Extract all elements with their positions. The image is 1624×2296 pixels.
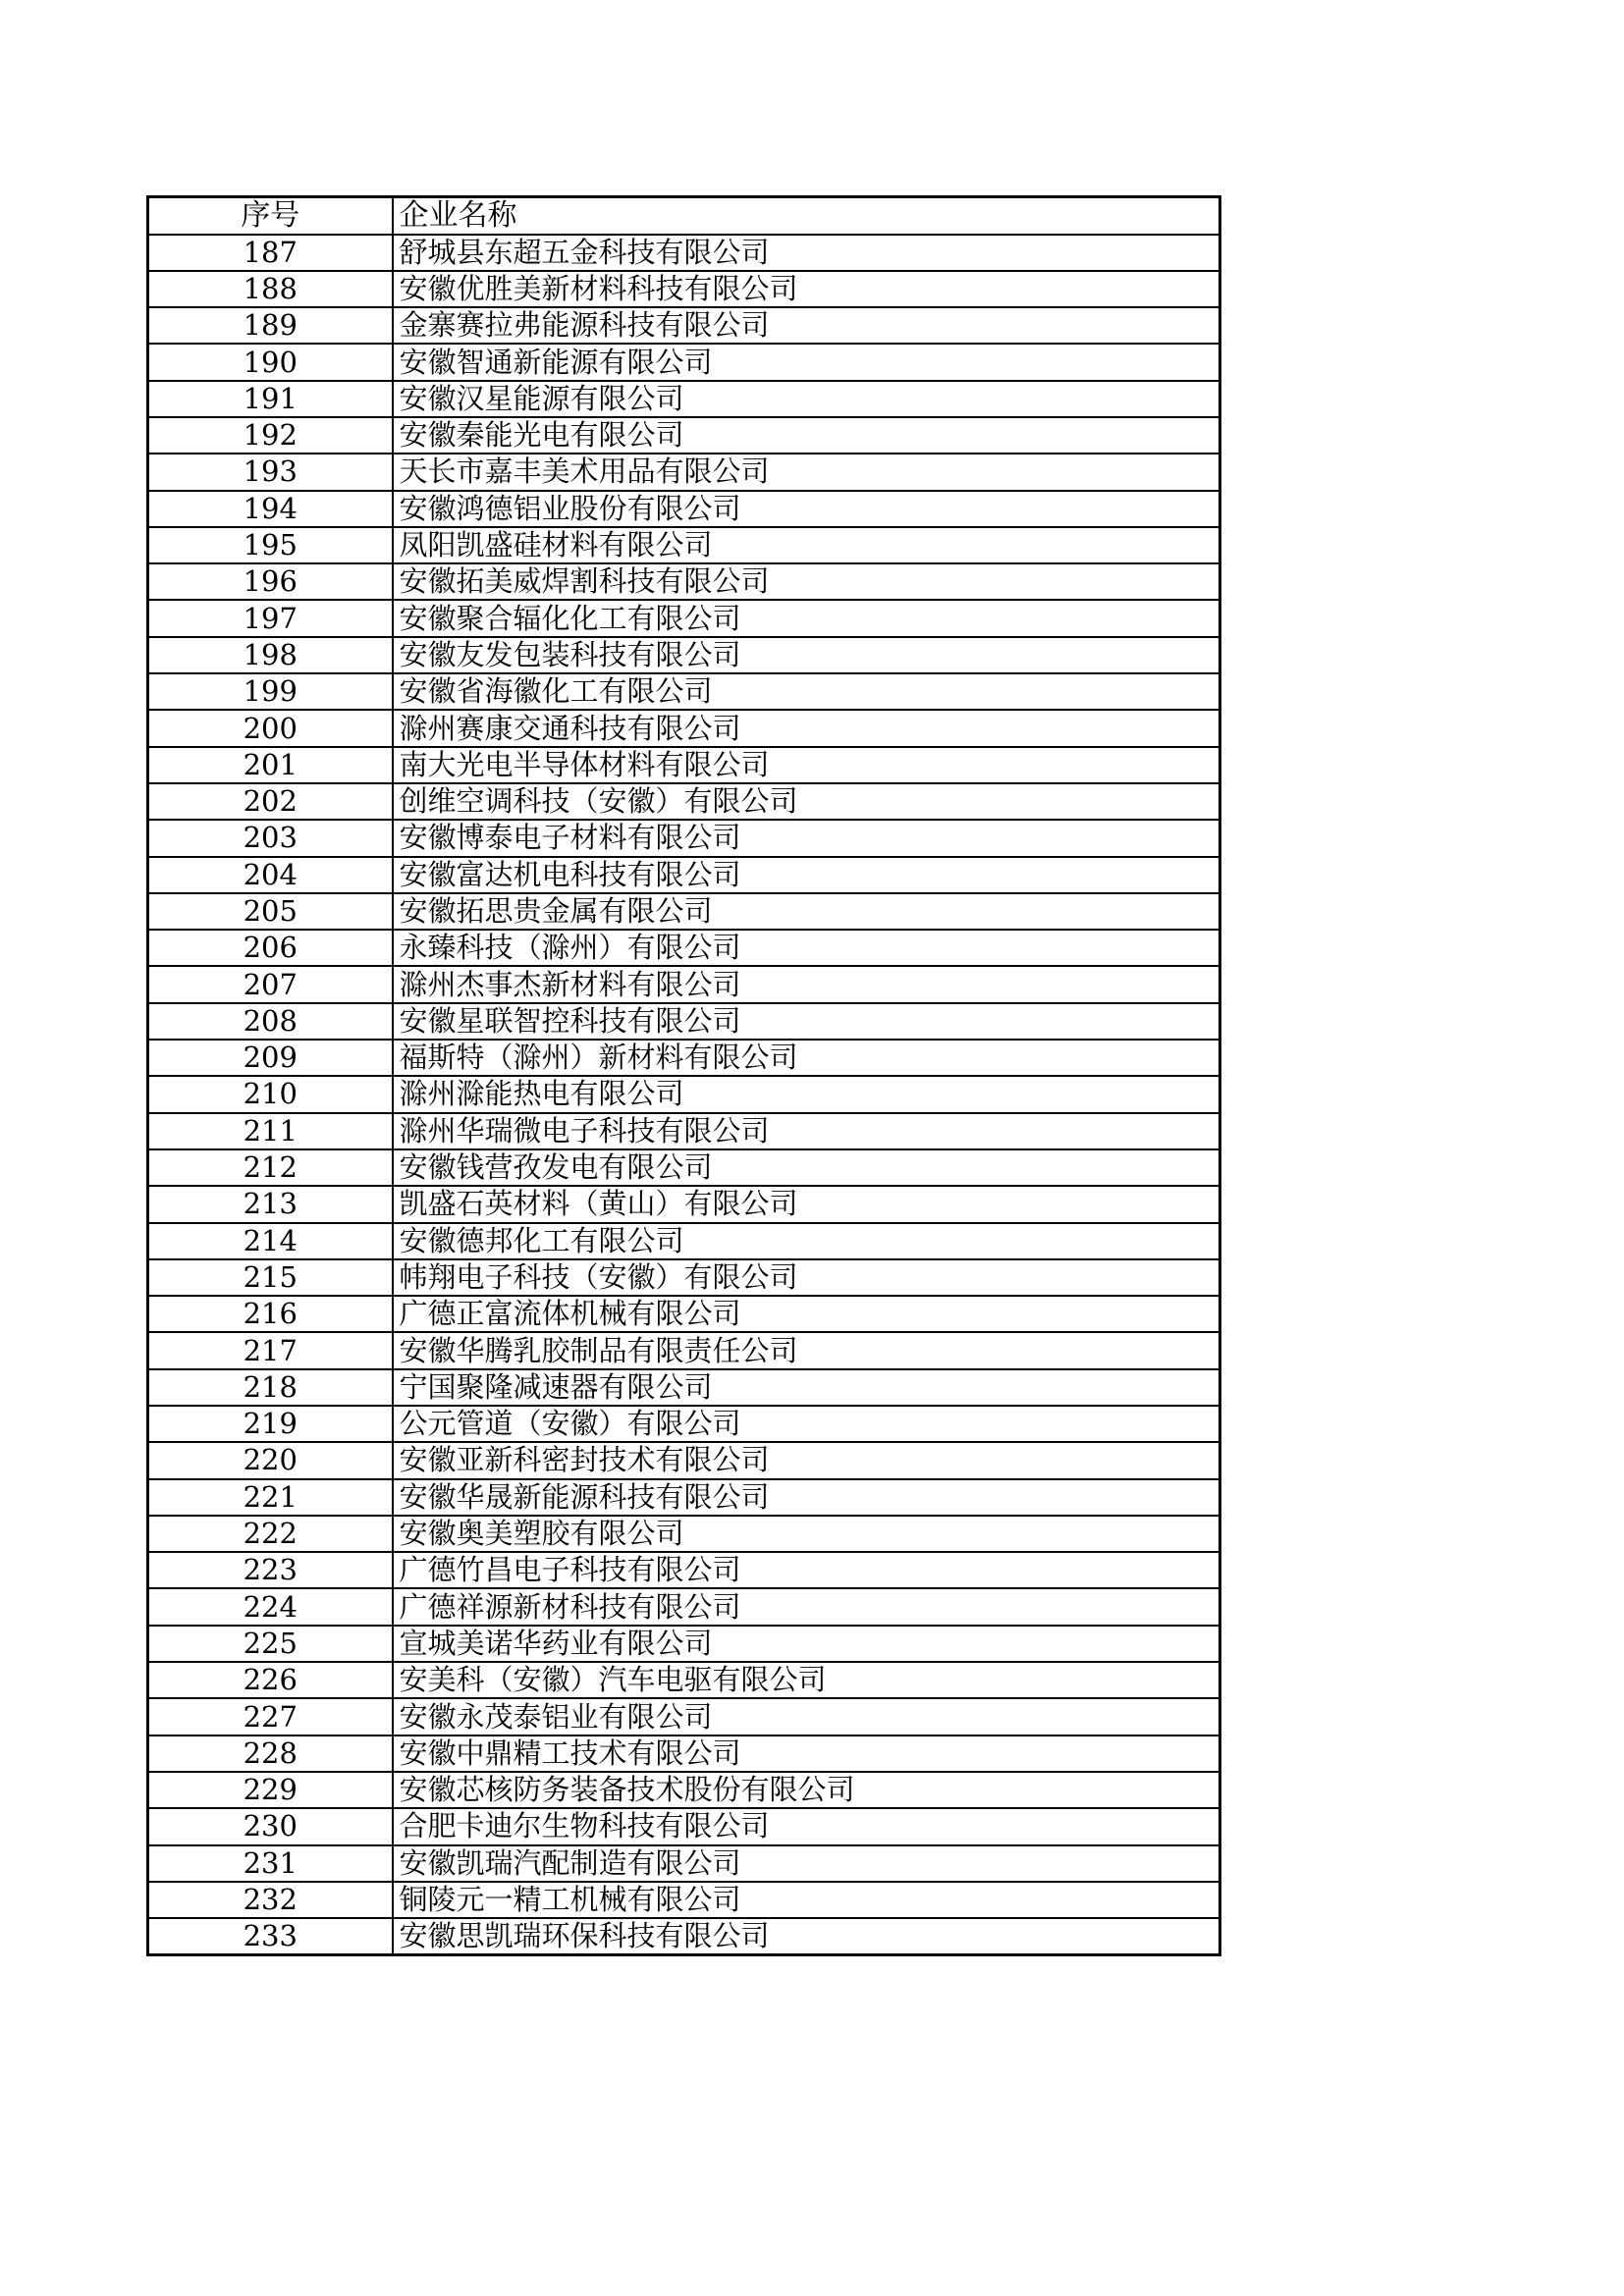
company-name-cell: 安徽汉星能源有限公司 (393, 381, 1220, 417)
serial-number-cell: 199 (148, 673, 393, 710)
serial-number-cell: 229 (148, 1772, 393, 1808)
company-name-cell: 安徽优胜美新材料科技有限公司 (393, 271, 1220, 307)
table-row (148, 527, 1220, 563)
table-row (148, 381, 1220, 417)
serial-number-cell: 206 (148, 930, 393, 966)
serial-number-cell: 193 (148, 454, 393, 490)
company-name-cell: 安徽奥美塑胶有限公司 (393, 1516, 1220, 1552)
table-row (148, 893, 1220, 930)
company-name-cell: 宁国聚隆减速器有限公司 (393, 1369, 1220, 1406)
serial-number-cell: 228 (148, 1735, 393, 1772)
company-name-cell: 安徽华腾乳胶制品有限责任公司 (393, 1332, 1220, 1368)
enterprise-table (146, 195, 1221, 1956)
company-name-cell: 宣城美诺华药业有限公司 (393, 1626, 1220, 1662)
table-row (148, 1223, 1220, 1259)
serial-number-cell: 194 (148, 491, 393, 527)
company-name-cell: 滁州杰事杰新材料有限公司 (393, 966, 1220, 1002)
serial-number-cell: 205 (148, 893, 393, 930)
company-name-cell: 安徽永茂泰铝业有限公司 (393, 1698, 1220, 1735)
serial-number-cell: 224 (148, 1588, 393, 1625)
table-row (148, 1772, 1220, 1808)
table-row (148, 235, 1220, 271)
serial-number-cell: 227 (148, 1698, 393, 1735)
serial-number-cell: 189 (148, 307, 393, 344)
serial-number-cell: 187 (148, 235, 393, 271)
serial-number-cell: 195 (148, 527, 393, 563)
table-row (148, 1332, 1220, 1368)
serial-number-cell: 232 (148, 1882, 393, 1918)
table-row (148, 1588, 1220, 1625)
serial-number-cell: 222 (148, 1516, 393, 1552)
serial-number-cell: 198 (148, 637, 393, 673)
serial-number-cell: 196 (148, 563, 393, 600)
company-name-cell: 安徽凯瑞汽配制造有限公司 (393, 1845, 1220, 1882)
serial-number-cell: 211 (148, 1113, 393, 1149)
company-name-cell: 安徽华晟新能源科技有限公司 (393, 1479, 1220, 1516)
company-name-cell: 永臻科技（滁州）有限公司 (393, 930, 1220, 966)
serial-number-cell: 191 (148, 381, 393, 417)
table-row (148, 966, 1220, 1002)
table-row (148, 1296, 1220, 1332)
table-row (148, 563, 1220, 600)
company-name-cell: 金寨赛拉弗能源科技有限公司 (393, 307, 1220, 344)
company-name-cell: 安徽思凯瑞环保科技有限公司 (393, 1918, 1220, 1955)
table-row (148, 637, 1220, 673)
table-row (148, 1698, 1220, 1735)
serial-number-cell: 203 (148, 820, 393, 856)
table-row (148, 1918, 1220, 1955)
serial-number-cell: 207 (148, 966, 393, 1002)
company-name-cell: 创维空调科技（安徽）有限公司 (393, 783, 1220, 820)
serial-number-cell: 188 (148, 271, 393, 307)
table-row (148, 1003, 1220, 1040)
serial-number-cell: 219 (148, 1406, 393, 1442)
serial-number-cell: 217 (148, 1332, 393, 1368)
serial-number-cell: 210 (148, 1076, 393, 1112)
serial-number-cell: 201 (148, 747, 393, 783)
company-name-cell: 公元管道（安徽）有限公司 (393, 1406, 1220, 1442)
company-name-cell: 帏翔电子科技（安徽）有限公司 (393, 1259, 1220, 1296)
company-name-cell: 广德正富流体机械有限公司 (393, 1296, 1220, 1332)
table-row (148, 271, 1220, 307)
company-name-cell: 安徽鸿德铝业股份有限公司 (393, 491, 1220, 527)
serial-number-cell: 213 (148, 1186, 393, 1222)
company-name-cell: 广德祥源新材科技有限公司 (393, 1588, 1220, 1625)
table-row (148, 1845, 1220, 1882)
serial-number-cell: 233 (148, 1918, 393, 1955)
company-name-cell: 安徽聚合辐化化工有限公司 (393, 600, 1220, 636)
serial-number-cell: 221 (148, 1479, 393, 1516)
table-row (148, 1662, 1220, 1698)
table-header (148, 197, 1220, 235)
company-name-cell: 安徽德邦化工有限公司 (393, 1223, 1220, 1259)
table-row (148, 747, 1220, 783)
company-name-cell: 安徽钱营孜发电有限公司 (393, 1149, 1220, 1186)
company-name-cell: 安徽秦能光电有限公司 (393, 417, 1220, 454)
company-name-cell: 安徽智通新能源有限公司 (393, 344, 1220, 380)
company-name-cell: 凤阳凯盛硅材料有限公司 (393, 527, 1220, 563)
serial-number-cell: 209 (148, 1040, 393, 1076)
company-name-cell: 滁州滁能热电有限公司 (393, 1076, 1220, 1112)
company-name-cell: 合肥卡迪尔生物科技有限公司 (393, 1808, 1220, 1844)
table-row (148, 1369, 1220, 1406)
company-name-cell: 安徽中鼎精工技术有限公司 (393, 1735, 1220, 1772)
header-row (148, 197, 1220, 235)
table-row (148, 1626, 1220, 1662)
company-name-cell: 安美科（安徽）汽车电驱有限公司 (393, 1662, 1220, 1698)
serial-number-cell: 220 (148, 1442, 393, 1478)
table-row (148, 1406, 1220, 1442)
table-row (148, 1442, 1220, 1478)
serial-number-cell: 208 (148, 1003, 393, 1040)
table-row (148, 600, 1220, 636)
company-name-cell: 安徽富达机电科技有限公司 (393, 857, 1220, 893)
table-row (148, 454, 1220, 490)
serial-number-cell: 200 (148, 710, 393, 746)
serial-number-cell: 212 (148, 1149, 393, 1186)
company-name-cell: 铜陵元一精工机械有限公司 (393, 1882, 1220, 1918)
company-name-cell: 滁州华瑞微电子科技有限公司 (393, 1113, 1220, 1149)
serial-number-cell: 230 (148, 1808, 393, 1844)
serial-number-cell: 231 (148, 1845, 393, 1882)
table-row (148, 857, 1220, 893)
serial-number-cell: 214 (148, 1223, 393, 1259)
table-row (148, 1552, 1220, 1588)
table-row (148, 491, 1220, 527)
table-row (148, 417, 1220, 454)
table-row (148, 307, 1220, 344)
company-name-cell: 安徽拓美威焊割科技有限公司 (393, 563, 1220, 600)
table-row (148, 710, 1220, 746)
serial-number-cell: 215 (148, 1259, 393, 1296)
serial-number-cell: 216 (148, 1296, 393, 1332)
table-row (148, 1040, 1220, 1076)
company-name-cell: 福斯特（滁州）新材料有限公司 (393, 1040, 1220, 1076)
company-name-cell: 舒城县东超五金科技有限公司 (393, 235, 1220, 271)
table-row (148, 820, 1220, 856)
serial-number-cell: 225 (148, 1626, 393, 1662)
serial-number-cell: 218 (148, 1369, 393, 1406)
serial-number-cell: 190 (148, 344, 393, 380)
header-company-name: 企业名称 (393, 197, 1220, 235)
table-row (148, 1808, 1220, 1844)
company-name-cell: 天长市嘉丰美术用品有限公司 (393, 454, 1220, 490)
company-name-cell: 广德竹昌电子科技有限公司 (393, 1552, 1220, 1588)
table-row (148, 1076, 1220, 1112)
company-name-cell: 安徽友发包装科技有限公司 (393, 637, 1220, 673)
table-row (148, 1186, 1220, 1222)
table-row (148, 1259, 1220, 1296)
company-name-cell: 安徽芯核防务装备技术股份有限公司 (393, 1772, 1220, 1808)
company-name-cell: 滁州赛康交通科技有限公司 (393, 710, 1220, 746)
table-row (148, 1149, 1220, 1186)
table-row (148, 1113, 1220, 1149)
table-row (148, 783, 1220, 820)
company-name-cell: 安徽星联智控科技有限公司 (393, 1003, 1220, 1040)
table-row (148, 673, 1220, 710)
table-body (148, 235, 1220, 1955)
serial-number-cell: 226 (148, 1662, 393, 1698)
serial-number-cell: 223 (148, 1552, 393, 1588)
company-name-cell: 安徽拓思贵金属有限公司 (393, 893, 1220, 930)
company-name-cell: 凯盛石英材料（黄山）有限公司 (393, 1186, 1220, 1222)
table-row (148, 344, 1220, 380)
serial-number-cell: 202 (148, 783, 393, 820)
company-name-cell: 安徽博泰电子材料有限公司 (393, 820, 1220, 856)
table-row (148, 1735, 1220, 1772)
company-name-cell: 安徽亚新科密封技术有限公司 (393, 1442, 1220, 1478)
table-row (148, 1516, 1220, 1552)
table-row (148, 930, 1220, 966)
serial-number-cell: 197 (148, 600, 393, 636)
header-serial-number: 序号 (148, 197, 393, 235)
table-row (148, 1479, 1220, 1516)
company-name-cell: 南大光电半导体材料有限公司 (393, 747, 1220, 783)
company-name-cell: 安徽省海徽化工有限公司 (393, 673, 1220, 710)
serial-number-cell: 204 (148, 857, 393, 893)
table-row (148, 1882, 1220, 1918)
serial-number-cell: 192 (148, 417, 393, 454)
